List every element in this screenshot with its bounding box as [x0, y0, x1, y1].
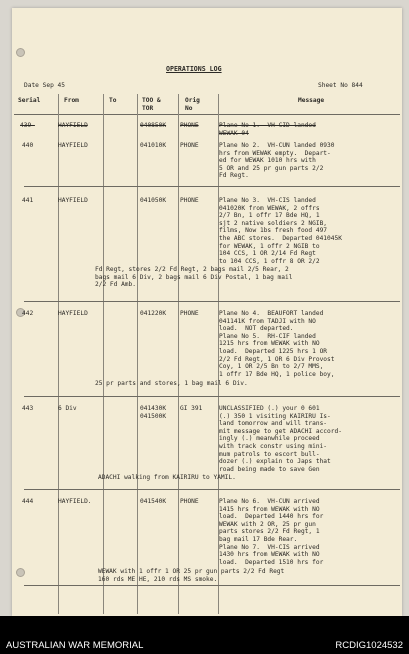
entry-orig-no: PHONE [180, 197, 199, 204]
entry-serial: 443 [22, 405, 34, 412]
archive-id: RCDIG1024532 [335, 640, 403, 651]
document-sheet [12, 8, 402, 616]
entry-message: Plane No 4. BEAUFORT landed 041141K from TADJI with NO load. NOT departed. Plane No 5. RH-CIF landed 1215 hrs from WEWAK with NO load. Departed 1225 hrs 1 OR 2/2 Fd Regt, 1 OR 6 Div Provost Coy, 1 OR 2/5 Bn to 2/7 MMS, 1 offr 17 Bde HQ, 1 police boy, [219, 310, 335, 378]
entry-message-continued: ADACHI walking from KAIRIRU to YAMIL. [98, 474, 236, 481]
entry-orig-no: GI 391 [180, 405, 203, 412]
entry-from: HAYFIELD. [58, 498, 92, 505]
archive-footer [0, 616, 409, 654]
column-divider [103, 94, 104, 614]
entry-orig-no: PHONE [180, 498, 199, 505]
log-date: Date Sep 45 [24, 82, 65, 89]
punch-hole [16, 568, 25, 577]
entry-from: HAYFIELD [58, 310, 88, 317]
entry-from: HAYFIELD [58, 142, 88, 149]
entry-serial: 441 [22, 197, 34, 204]
header-message: Message [298, 97, 325, 104]
column-divider [178, 94, 179, 614]
header-from: From [64, 97, 79, 104]
entry-message-continued: WEWAK with 1 offr 1 OR 25 pr gun parts 2/2 Fd Regt 160 rds ME HE, 210 rds MS smoke. [98, 568, 285, 583]
entry-too-tor: 040850K [140, 122, 167, 129]
entry-too-tor: 041050K [140, 197, 167, 204]
entry-message: Plane No 1. VH-CID landed WEWAK 04 [219, 122, 316, 137]
header-too-tor: TOO & TOR [142, 97, 161, 112]
column-divider [58, 94, 59, 614]
header-rule [14, 114, 400, 115]
sheet-number: Sheet No 844 [318, 82, 363, 89]
entry-from: HAYFIELD [58, 122, 88, 129]
entry-too-tor: 041540K [140, 498, 167, 505]
entry-serial: 440 [22, 142, 34, 149]
row-rule [24, 585, 400, 586]
row-rule [24, 396, 400, 397]
entry-message: Plane No 6. VH-CUN arrived 1415 hrs from WEWAK with NO load. Departed 1440 hrs for WEWAK with 2 OR, 25 pr gun parts stores 2/2 Fd Regt, 1 bag mail 17 Bde Rear. Plane No 7. VH-CIS arrived 1430 hrs from WEWAK with NO load. Departed 1510 hrs for [219, 498, 324, 566]
entry-serial: 439- [20, 122, 35, 129]
entry-serial: 444 [22, 498, 34, 505]
entry-message: Plane No 2. VH-CUN landed 0930 hrs from WEWAK empty. Depart- ed for WEWAK 1010 hrs with 5 OR and 25 pr gun parts 2/2 Fd Regt. [219, 142, 335, 180]
entry-too-tor: 041010K [140, 142, 167, 149]
log-title: OPERATIONS LOG [166, 65, 222, 73]
entry-too-tor: 041430K 041500K [140, 405, 167, 420]
entry-message: Plane No 3. VH-CIS landed 041020K from WEWAK, 2 offrs 2/7 Bn, 1 offr 17 Bde HQ, 1 sjt 2 native soldiers 2 NGIB, films, Now 1bs fresh food 497 the ABC stores. Departed 041045K for WEWAK, 1 offr 2 NGIB to 104 CCS, 1 OR 2/14 Fd Regt to 104 CCS, 1 offr 8 OR 2/2 [219, 197, 342, 265]
entry-orig-no: PHONE [180, 310, 199, 317]
header-serial: Serial [18, 97, 41, 104]
row-rule [24, 489, 400, 490]
entry-from: 6 Div [58, 405, 77, 412]
entry-serial: 442 [22, 310, 34, 317]
entry-orig-no: PHONE [180, 142, 199, 149]
entry-too-tor: 041220K [140, 310, 167, 317]
archive-name: AUSTRALIAN WAR MEMORIAL [6, 640, 144, 651]
column-divider [137, 94, 138, 614]
entry-message: UNCLASSIFIED (.) your 0 601 (.) 350 1 visiting KAIRIRU Is- land tomorrow and will trans- mit message to get ADACHI accord- ingly (.) meanwhile proceed with track constr using mini- mum patrols to escort bull- dozer (.) explain to Japs that road being made to save Gen [219, 405, 342, 473]
entry-orig-no: PHONE [180, 122, 199, 129]
row-rule [24, 301, 400, 302]
header-orig-no: Orig No [185, 97, 200, 112]
entry-message-continued: Fd Regt, stores 2/2 Fd Regt, 2 bags mail 2/5 Rear, 2 bags mail 6 Div, 2 bags mail 6 Div Postal, 1 bag mail 2/2 Fd Amb. [95, 266, 293, 289]
header-to: To [109, 97, 117, 104]
punch-hole [16, 48, 25, 57]
row-rule [24, 186, 400, 187]
entry-from: HAYFIELD [58, 197, 88, 204]
entry-message-continued: 25 pr parts and stores, 1 bag mail 6 Div. [95, 380, 248, 387]
